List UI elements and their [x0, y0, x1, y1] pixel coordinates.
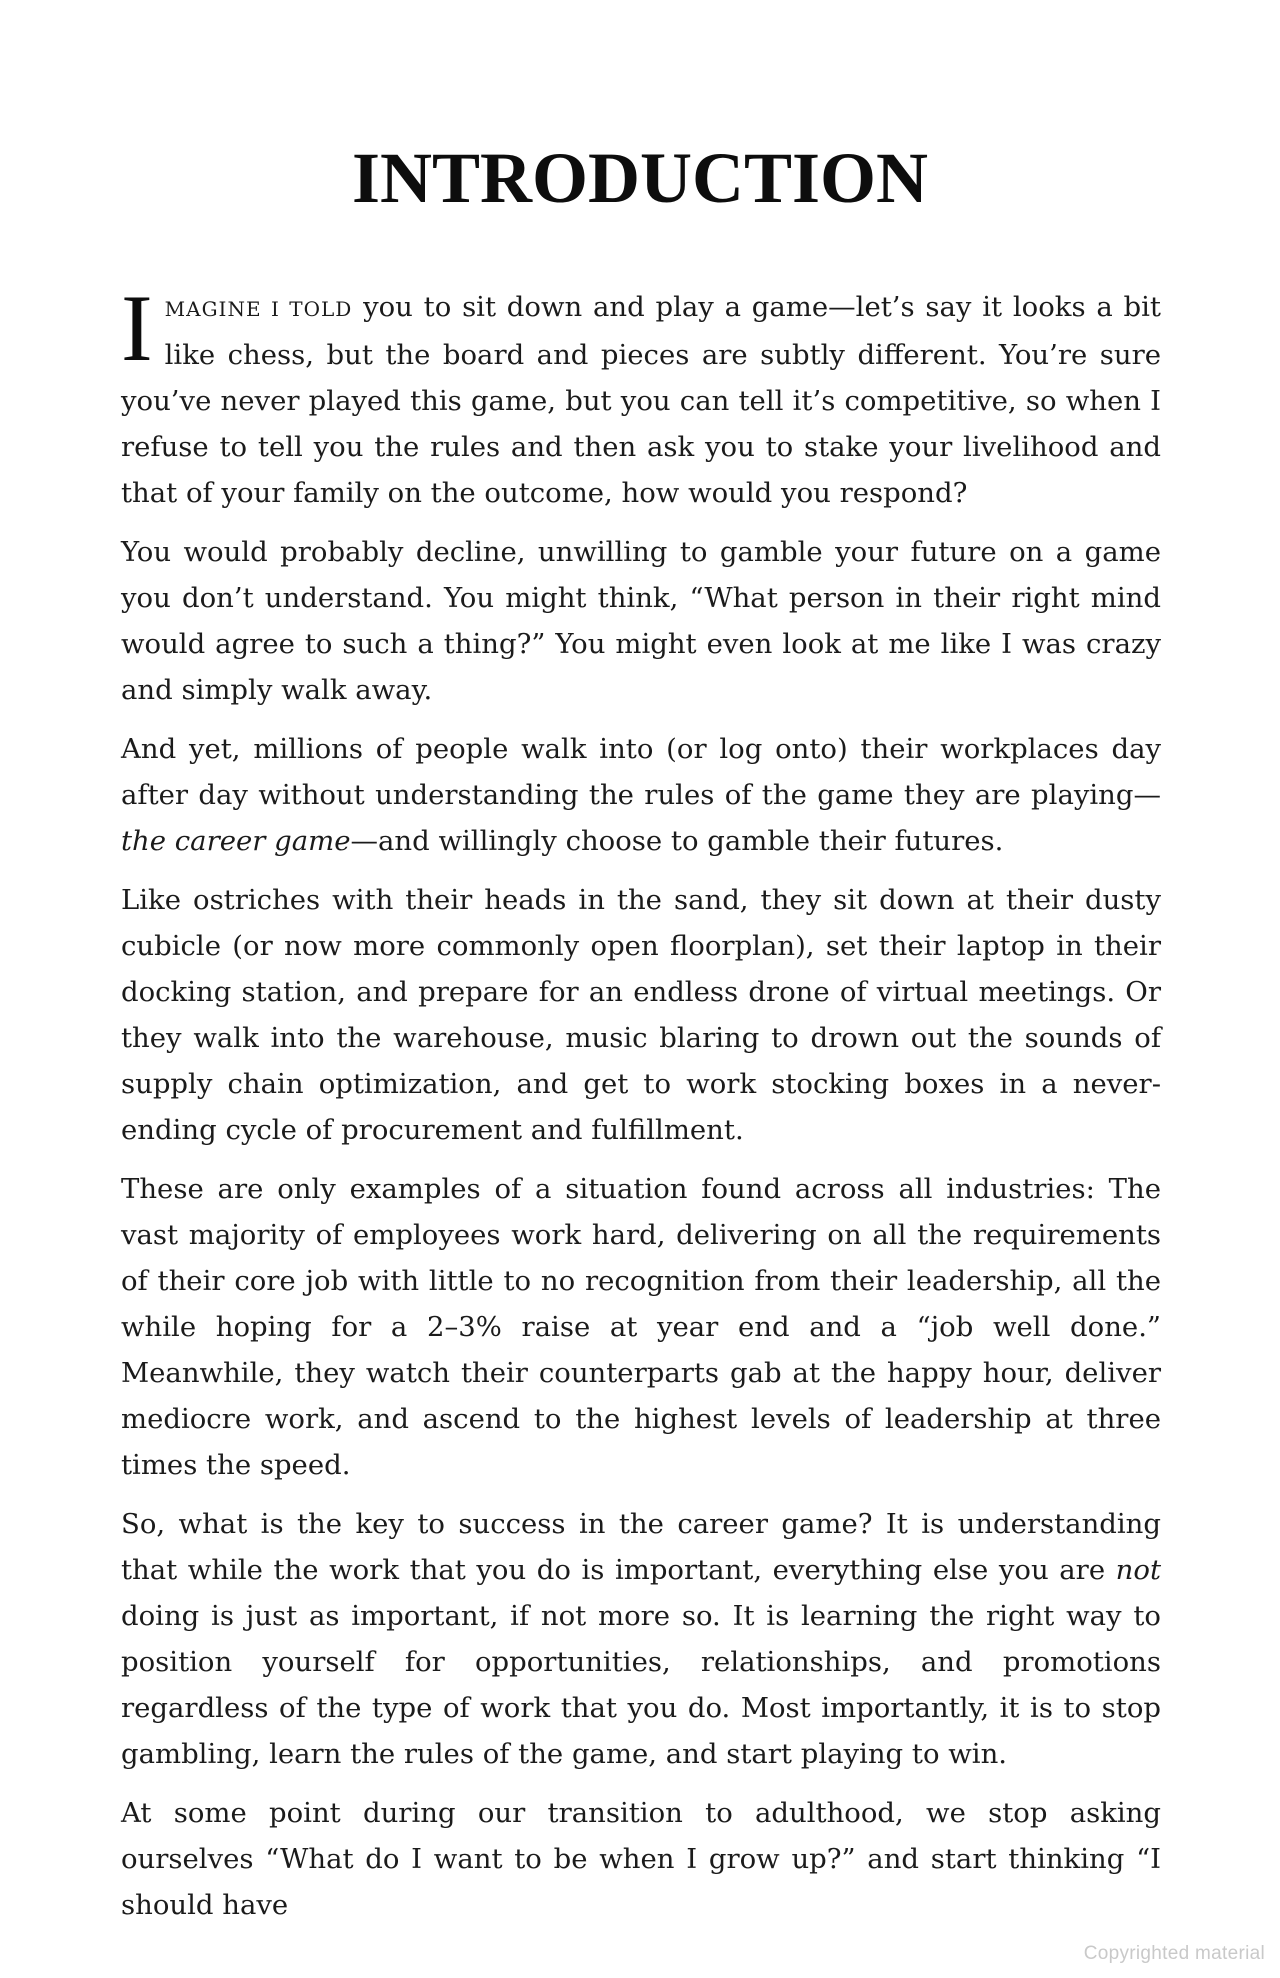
paragraph [121, 529, 1161, 713]
paragraph-text: Like ostriches with their heads in the sand, they sit down at their dusty cubicle (or now more commonly open floorplan), set their laptop in their docking station, and prepare for an endless drone of virtual meetings. Or they walk into the warehouse, music blaring to drown out the sounds of supply chain optimization, and get to work stocking boxes in a never-ending cycle of procurement and fulfillment. [121, 884, 1161, 1146]
lead-smallcaps: MAGINE I TOLD [164, 297, 353, 321]
paragraph-text: At some point during our transition to adulthood, we stop asking ourselves “What do I want to be when I grow up?” and start thinking “I should have [121, 1797, 1161, 1921]
paragraph [121, 1501, 1161, 1777]
paragraph-text: you to sit down and play a game—let’s say it looks a bit like chess, but the board and pieces are subtly different. You’re sure you’ve never played this game, but you can tell it’s competitive, so when I refuse to tell you the rules and then ask you to stake your livelihood and that of your family on the outcome, how would you respond? [121, 291, 1161, 509]
body-text [121, 275, 1161, 1928]
paragraph [121, 275, 1161, 516]
paragraph-text: And yet, millions of people walk into (or log onto) their workplaces day after day without understanding the rules of the game they are playing—the career game—and willingly choose to gamble their futures. [121, 733, 1161, 857]
paragraph [121, 1166, 1161, 1488]
paragraph [121, 1790, 1161, 1928]
page-title-text: INTRODUCTION [351, 138, 929, 218]
paragraph-text: You would probably decline, unwilling to gamble your future on a game you don’t understand. You might think, “What person in their right mind would agree to such a thing?” You might even look at me like I was crazy and simply walk away. [121, 536, 1161, 706]
paragraph-text: So, what is the key to success in the career game? It is understanding that while the work that you do is important, everything else you are not doing is just as important, if not more so. It is learning the right way to position yourself for opportunities, relationships, and promotions regardless of the type of work that you do. Most importantly, it is to stop gambling, learn the rules of the game, and start playing to win. [121, 1508, 1161, 1770]
paragraph-text: These are only examples of a situation found across all industries: The vast majority of employees work hard, delivering on all the requirements of their core job with little to no recognition from their leadership, all the while hoping for a 2–3% raise at year end and a “job well done.” Meanwhile, they watch their counterparts gab at the happy hour, deliver mediocre work, and ascend to the highest levels of leadership at three times the speed. [121, 1173, 1161, 1481]
page-title [0, 138, 1280, 218]
copyright-watermark: Copyrighted material [1083, 1943, 1265, 1964]
dropcap-letter: I [121, 275, 153, 381]
paragraph [121, 877, 1161, 1153]
paragraph [121, 726, 1161, 864]
